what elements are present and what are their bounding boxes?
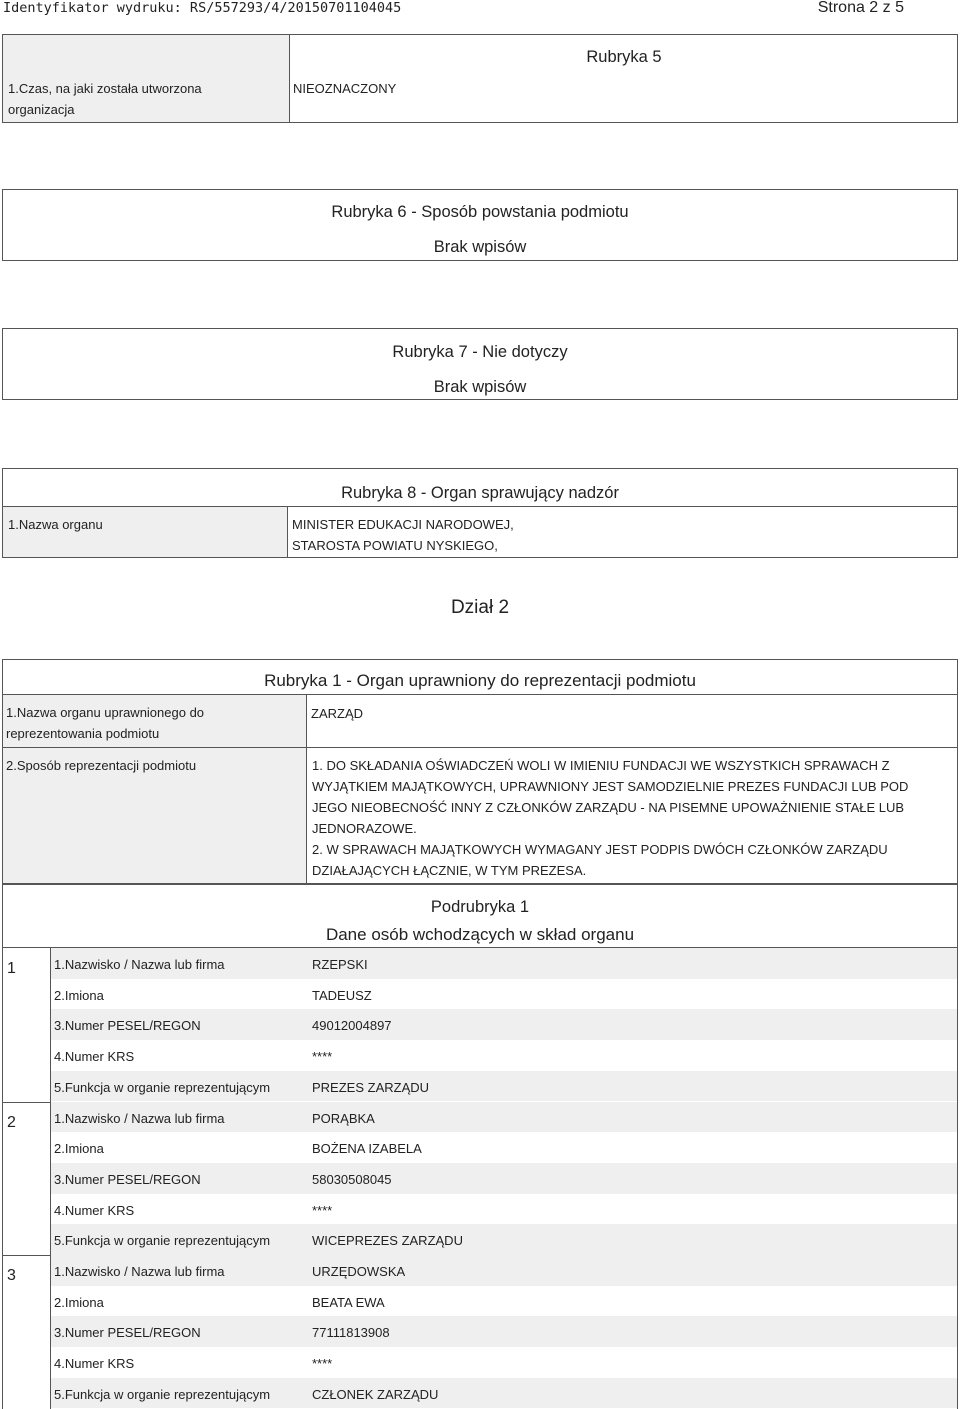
person-field-value: **** [312,1049,333,1065]
person-index: 3 [7,1267,16,1284]
rubryka-1-label-2: 2.Sposób reprezentacji podmiotu [6,758,197,773]
person-field-value: **** [312,1202,333,1218]
rubryka-7-section [2,328,958,400]
rubryka-8-title: Rubryka 8 - Organ sprawujący nadzór [341,484,619,502]
person-field-value: RZEPSKI [312,957,368,972]
dzial-title: Dział 2 [450,597,510,618]
rubryka-8-value-line1: MINISTER EDUKACJI NARODOWEJ, [292,517,514,532]
rubryka-8-section [2,468,958,558]
person-field-value: 58030508045 [312,1171,392,1187]
person-field-label: 1.Nazwisko / Nazwa lub firma [54,1264,225,1279]
person-field-value: BEATA EWA [312,1294,385,1310]
rubryka-6-title: Rubryka 6 - Sposób powstania podmiotu [331,203,629,221]
person-field-value: WICEPREZES ZARZĄDU [312,1233,463,1249]
person-field-value: **** [312,1356,333,1372]
person-field-label: 5.Funkcja w organie reprezentującym [54,1386,271,1402]
person-field-label: 5.Funkcja w organie reprezentującym [54,1233,271,1249]
person-index: 2 [7,1113,16,1131]
person-field-value: 49012004897 [312,1018,392,1034]
person-index: 1 [7,960,16,977]
rubryka-1-title: Rubryka 1 - Organ uprawniony do reprezentacji podmiotu [264,671,696,690]
person-field-value: 77111813908 [312,1325,390,1341]
person-field-label: 4.Numer KRS [54,1356,135,1372]
person-field-value: BOŻENA IZABELA [312,1141,422,1157]
person-field-value: URZĘDOWSKA [312,1264,406,1279]
rubryka-7-title: Rubryka 7 - Nie dotyczy [392,343,568,361]
person-field-value: PREZES ZARZĄDU [312,1079,430,1095]
person-field-label: 2.Imiona [54,987,104,1003]
person-field-label: 1.Nazwisko / Nazwa lub firma [54,957,225,972]
person-field-label: 2.Imiona [54,1141,104,1157]
rubryka-1-value-2: 1. DO SKŁADANIA OŚWIADCZEŃ WOLI W IMIENIU FUNDACJI WE WSZYSTKICH SPRAWACH Z WYJĄTKIEM MAJĄTKOWYCH, UPRAWNIONY JEST SAMODZIELNIE PREZES FUNDACJI LUB POD JEGO NIEOBECNOŚĆ INNY Z CZŁONKÓW ZARZĄDU - NA PISEMNE UPOWAŻNIENIE STAŁE LUB JEDNORAZOWE. 2. W SPRAWACH MAJĄTKOWYCH WYMAGANY JEST PODPIS DWÓCH CZŁONKÓW ZARZĄDU DZIAŁAJĄCYCH ŁĄCZNIE, W TYM PREZESA. [312,758,909,878]
person-field-value: PORĄBKA [312,1110,375,1126]
rubryka-8-label: 1.Nazwa organu [8,517,103,532]
person-field-value: CZŁONEK ZARZĄDU [312,1386,439,1402]
rubryka-6-section [2,189,958,261]
rubryka-5-value: NIEOZNACZONY [293,81,397,96]
rubryka-5-title: Rubryka 5 [586,48,662,66]
rubryka-7-empty: Brak wpisów [433,378,527,396]
rubryka-1-label-1: 1.Nazwa organu uprawnionego do reprezentowania podmiotu [6,705,205,741]
person-field-value: TADEUSZ [312,987,372,1003]
person-field-label: 2.Imiona [54,1294,104,1310]
rubryka-8-value-line2: STAROSTA POWIATU NYSKIEGO, [292,538,498,553]
rubryka-5-section [2,34,958,123]
person-field-label: 5.Funkcja w organie reprezentującym [54,1079,271,1095]
person-field-label: 1.Nazwisko / Nazwa lub firma [54,1110,225,1126]
person-field-label: 3.Numer PESEL/REGON [54,1018,201,1034]
rubryka-1-section [2,659,958,884]
rubryka-6-empty: Brak wpisów [433,238,527,256]
person-field-label: 4.Numer KRS [54,1202,135,1218]
page-number: Strona 2 z 5 [817,0,904,16]
person-field-label: 3.Numer PESEL/REGON [54,1325,201,1341]
person-field-label: 3.Numer PESEL/REGON [54,1171,201,1187]
podrubryka-title: Podrubryka 1 [430,898,530,916]
podrubryka-subtitle: Dane osób wchodzących w skład organu [325,925,635,944]
rubryka-5-label: 1.Czas, na jaki została utworzona organizacja [8,81,202,117]
person-field-label: 4.Numer KRS [54,1049,135,1065]
rubryka-1-value-1: ZARZĄD [311,706,363,721]
print-identifier: Identyfikator wydruku: RS/557293/4/20150701104045 [3,0,402,16]
